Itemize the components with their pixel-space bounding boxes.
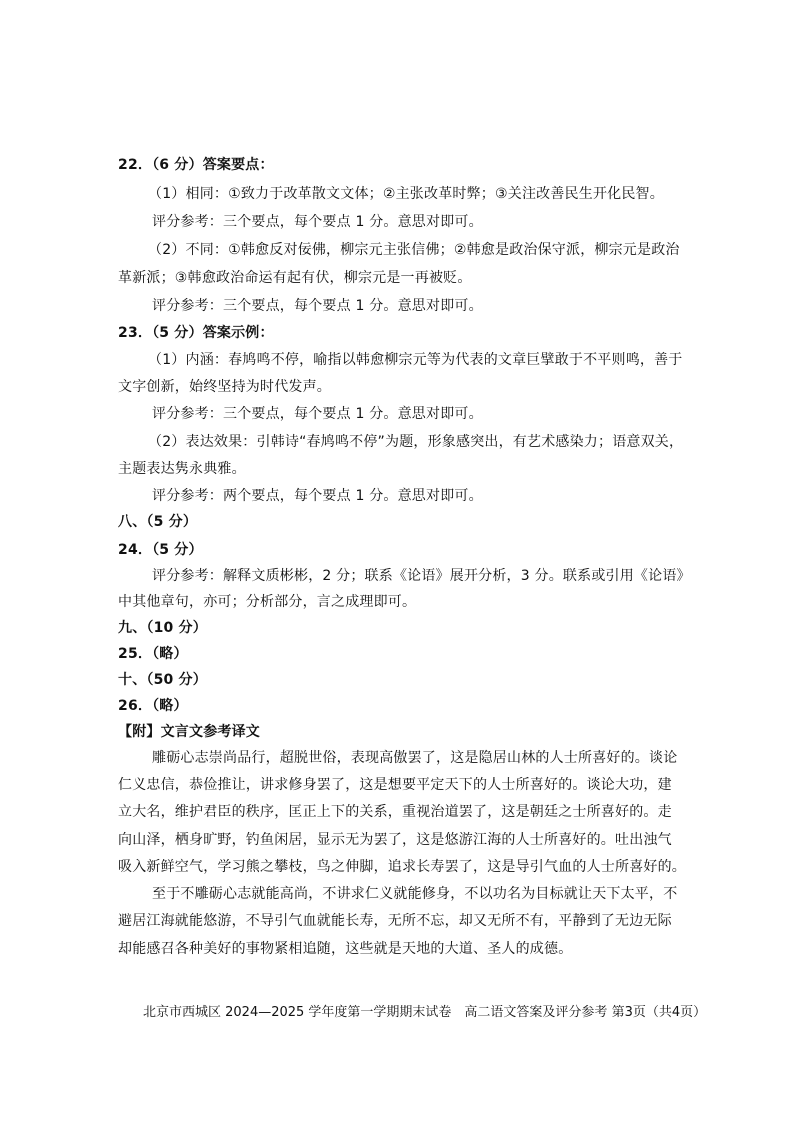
question-25-heading: 25．（略） (118, 646, 188, 662)
translation-p1-line5: 吸入新鲜空气，学习熊之攀枝，鸟之伸脚，追求长寿罢了，这是导引气血的人士所喜好的。 (118, 859, 686, 875)
q22-point-1-same: （1）相同：①致力于改革散文文体；②主张改革时弊；③关注改善民生开化民智。 (148, 186, 664, 202)
translation-p2-line1: 至于不雕砺心志就能高尚，不讲求仁义就能修身，不以功名为目标就让天下太平，不 (152, 886, 678, 902)
page-footer: 北京市西城区 2024—2025 学年度第一学期期末试卷 高二语文答案及评分参考 第3页（共4页） (143, 1005, 707, 1020)
question-22-heading: 22．（6 分）答案要点： (118, 157, 274, 173)
q23-point-1-cont: 文字创新，始终坚持为时代发声。 (118, 379, 331, 395)
q24-scoring: 评分参考：解释文质彬彬，2 分；联系《论语》展开分析，3 分。联系或引用《论语》 (152, 568, 691, 584)
q23-point-2-cont: 主题表达隽永典雅。 (118, 461, 246, 477)
q23-scoring-2: 评分参考：两个要点，每个要点 1 分。意思对即可。 (152, 488, 483, 504)
translation-p2-line3: 却能感召各种美好的事物紧相追随，这些就是天地的大道、圣人的成德。 (118, 941, 573, 957)
q23-point-1: （1）内涵：春鸠鸣不停，喻指以韩愈柳宗元等为代表的文章巨擘敢于不平则鸣，善于 (148, 352, 683, 368)
q22-scoring-1: 评分参考：三个要点，每个要点 1 分。意思对即可。 (152, 214, 483, 230)
q23-point-2: （2）表达效果：引韩诗“春鸠鸣不停”为题，形象感突出，有艺术感染力；语意双关， (148, 434, 684, 450)
translation-p1-line3: 立大名，维护君臣的秩序，匡正上下的关系，重视治道罢了，这是朝廷之士所喜好的。走 (118, 804, 672, 820)
section-9-heading: 九、（10 分） (118, 620, 207, 636)
q24-scoring-cont: 中其他章句，亦可；分析部分，言之成理即可。 (118, 594, 417, 610)
q22-point-2-diff-cont: 革新派；③韩愈政治命运有起有伏，柳宗元是一再被贬。 (118, 270, 472, 286)
question-26-heading: 26．（略） (118, 698, 188, 714)
section-10-heading: 十、（50 分） (118, 672, 207, 688)
appendix-heading: 【附】文言文参考译文 (118, 724, 260, 740)
section-8-heading: 八、（5 分） (118, 514, 198, 530)
translation-p1-line4: 向山泽，栖身旷野，钓鱼闲居，显示无为罢了，这是悠游江海的人士所喜好的。吐出浊气 (118, 832, 672, 848)
q23-scoring-1: 评分参考：三个要点，每个要点 1 分。意思对即可。 (152, 406, 483, 422)
question-23-heading: 23．（5 分）答案示例： (118, 325, 274, 341)
q22-point-2-diff: （2）不同：①韩愈反对佞佛，柳宗元主张信佛；②韩愈是政治保守派，柳宗元是政治 (148, 242, 680, 258)
translation-p2-line2: 避居江海就能悠游，不导引气血就能长寿，无所不忘，却又无所不有，平静到了无边无际 (118, 913, 672, 929)
question-24-heading: 24．（5 分） (118, 542, 203, 558)
translation-p1-line2: 仁义忠信，恭俭推让，讲求修身罢了，这是想要平定天下的人士所喜好的。谈论大功，建 (118, 777, 672, 793)
q22-scoring-2: 评分参考：三个要点，每个要点 1 分。意思对即可。 (152, 298, 483, 314)
translation-p1-line1: 雕砺心志崇尚品行，超脱世俗，表现高傲罢了，这是隐居山林的人士所喜好的。谈论 (152, 750, 678, 766)
